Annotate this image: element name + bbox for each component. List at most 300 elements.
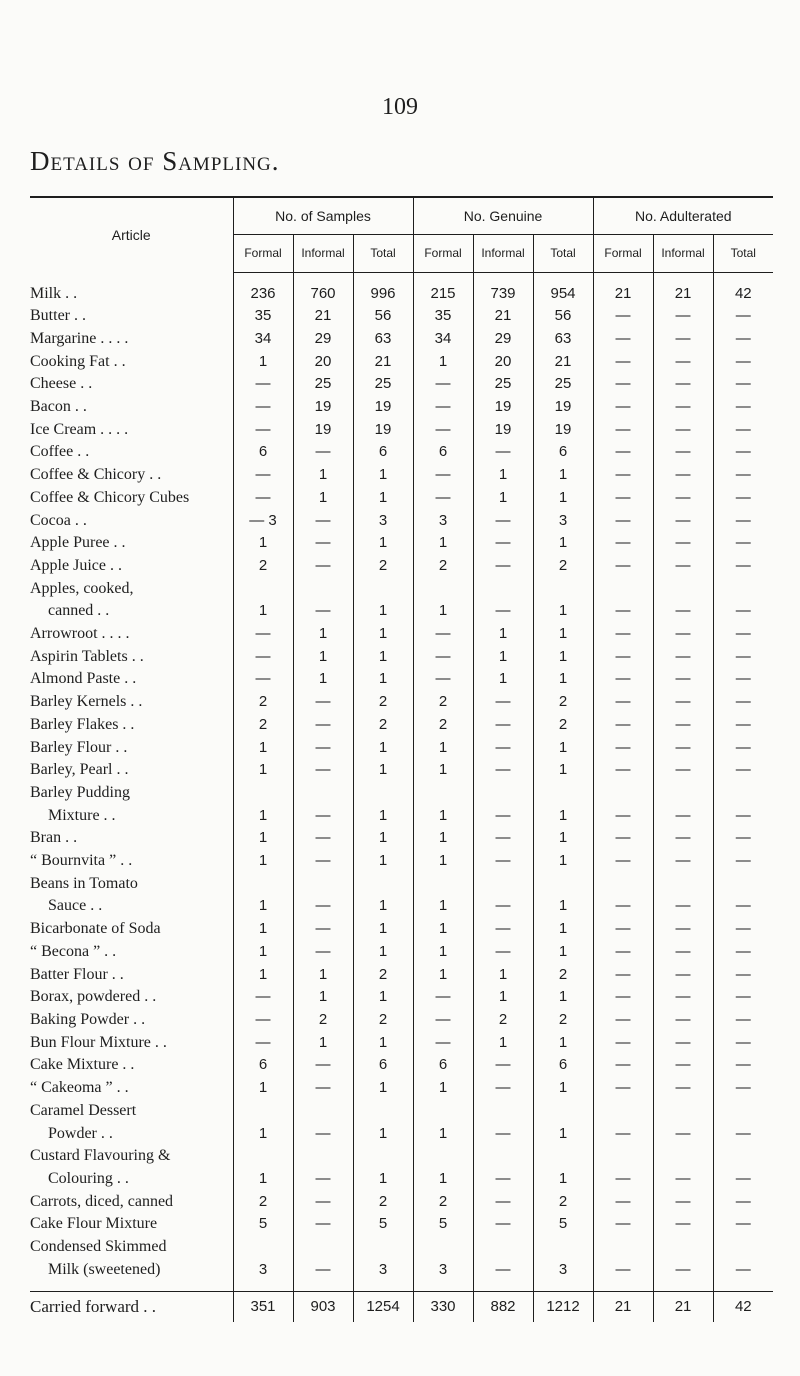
value-cell: 6: [413, 441, 473, 464]
value-cell: 19: [533, 396, 593, 419]
value-cell: —: [593, 600, 653, 623]
value-cell: 1: [353, 532, 413, 555]
value-cell: 56: [353, 305, 413, 328]
article-cell: Milk (sweetened): [48, 1260, 161, 1278]
value-cell: —: [473, 918, 533, 941]
table-row: [30, 1236, 773, 1259]
value-cell: [293, 578, 353, 601]
value-cell: 2: [413, 691, 473, 714]
value-cell: —: [293, 1123, 353, 1146]
table-row: [30, 964, 773, 987]
value-cell: 215: [413, 283, 473, 306]
value-cell: —: [653, 646, 713, 669]
article-cell: Bicarbonate of Soda: [30, 920, 161, 938]
article-cell: Margarine . . . .: [30, 329, 129, 347]
value-cell: —: [293, 850, 353, 873]
value-cell: —: [473, 1123, 533, 1146]
column-header: Total: [533, 235, 593, 272]
value-cell: [473, 1236, 533, 1259]
value-cell: —: [713, 532, 773, 555]
value-cell: 21: [353, 351, 413, 374]
value-cell: —: [473, 441, 533, 464]
value-cell: 1: [533, 1032, 593, 1055]
value-cell: [473, 1100, 533, 1123]
value-cell: 19: [353, 396, 413, 419]
article-cell: Carried forward . .: [30, 1292, 233, 1323]
value-cell: —: [593, 986, 653, 1009]
value-cell: 1: [473, 646, 533, 669]
value-cell: 1: [293, 487, 353, 510]
value-cell: 1: [293, 986, 353, 1009]
article-cell: Cooking Fat . .: [30, 352, 126, 370]
value-cell: —: [653, 1259, 713, 1282]
article-cell: Barley Kernels . .: [30, 693, 143, 711]
value-cell: —: [653, 555, 713, 578]
article-cell: “ Bournvita ” . .: [30, 852, 133, 870]
value-cell: 1: [413, 850, 473, 873]
value-cell: 2: [533, 691, 593, 714]
value-cell: [413, 1100, 473, 1123]
value-cell: 3: [533, 510, 593, 533]
value-cell: 1: [533, 1077, 593, 1100]
value-cell: 6: [233, 441, 293, 464]
value-cell: [533, 578, 593, 601]
value-cell: 1254: [353, 1292, 413, 1323]
value-cell: [533, 1236, 593, 1259]
value-cell: 1: [233, 895, 293, 918]
table-row: [30, 782, 773, 805]
value-cell: 1: [233, 1077, 293, 1100]
value-cell: 1: [353, 827, 413, 850]
value-cell: —: [473, 737, 533, 760]
value-cell: —: [653, 1191, 713, 1214]
column-header: Informal: [293, 235, 353, 272]
value-cell: 1: [233, 1123, 293, 1146]
value-cell: —: [653, 895, 713, 918]
value-cell: —: [293, 600, 353, 623]
value-cell: [293, 1100, 353, 1123]
article-cell: Batter Flour . .: [30, 965, 124, 983]
value-cell: 25: [533, 373, 593, 396]
value-cell: —: [413, 1009, 473, 1032]
value-cell: [353, 578, 413, 601]
value-cell: —: [653, 373, 713, 396]
value-cell: 903: [293, 1292, 353, 1323]
column-header: Formal: [233, 235, 293, 272]
table-row: [30, 714, 773, 737]
value-cell: —: [713, 305, 773, 328]
value-cell: 6: [533, 441, 593, 464]
value-cell: 351: [233, 1292, 293, 1323]
value-cell: 35: [413, 305, 473, 328]
value-cell: [653, 1145, 713, 1168]
value-cell: 330: [413, 1292, 473, 1323]
value-cell: 1: [353, 600, 413, 623]
article-cell: Butter . .: [30, 307, 86, 325]
value-cell: 1: [533, 827, 593, 850]
value-cell: —: [653, 737, 713, 760]
value-cell: [593, 782, 653, 805]
value-cell: [713, 578, 773, 601]
value-cell: —: [653, 1123, 713, 1146]
value-cell: —: [293, 510, 353, 533]
value-cell: 2: [233, 1191, 293, 1214]
table-row: [30, 396, 773, 419]
value-cell: —: [293, 691, 353, 714]
value-cell: 1: [293, 464, 353, 487]
value-cell: 34: [413, 328, 473, 351]
value-cell: —: [473, 532, 533, 555]
value-cell: [233, 1145, 293, 1168]
value-cell: 21: [653, 283, 713, 306]
value-cell: [593, 1145, 653, 1168]
value-cell: [473, 1145, 533, 1168]
value-cell: —: [653, 1213, 713, 1236]
value-cell: 954: [533, 283, 593, 306]
value-cell: —: [593, 441, 653, 464]
value-cell: 3: [353, 510, 413, 533]
value-cell: —: [713, 1032, 773, 1055]
value-cell: —: [593, 1191, 653, 1214]
value-cell: 63: [353, 328, 413, 351]
value-cell: 1: [413, 941, 473, 964]
value-cell: 56: [533, 305, 593, 328]
table-row: [30, 351, 773, 374]
value-cell: 1: [353, 464, 413, 487]
value-cell: 1: [533, 668, 593, 691]
value-cell: [233, 782, 293, 805]
value-cell: —: [473, 555, 533, 578]
value-cell: 5: [233, 1213, 293, 1236]
value-cell: —: [713, 351, 773, 374]
value-cell: [293, 1145, 353, 1168]
table-row: [30, 918, 773, 941]
table-body: [30, 272, 773, 1322]
value-cell: [533, 1100, 593, 1123]
value-cell: 25: [293, 373, 353, 396]
value-cell: 1: [533, 623, 593, 646]
value-cell: 3: [353, 1259, 413, 1282]
value-cell: 1: [533, 600, 593, 623]
value-cell: —: [473, 714, 533, 737]
table-row: [30, 895, 773, 918]
article-cell: Coffee & Chicory . .: [30, 466, 162, 484]
table-row: [30, 578, 773, 601]
value-cell: 1: [293, 668, 353, 691]
value-cell: 1: [233, 941, 293, 964]
value-cell: —: [593, 646, 653, 669]
value-cell: 1: [473, 464, 533, 487]
value-cell: —: [593, 1032, 653, 1055]
value-cell: 1: [293, 1032, 353, 1055]
value-cell: 29: [473, 328, 533, 351]
page-number: 109: [382, 94, 418, 120]
value-cell: 2: [353, 1191, 413, 1214]
value-cell: —: [593, 396, 653, 419]
table-row: [30, 1077, 773, 1100]
value-cell: —: [653, 419, 713, 442]
value-cell: — 3: [233, 510, 293, 533]
value-cell: —: [653, 351, 713, 374]
value-cell: —: [293, 759, 353, 782]
value-cell: —: [713, 759, 773, 782]
value-cell: —: [593, 328, 653, 351]
value-cell: —: [713, 555, 773, 578]
value-cell: 5: [413, 1213, 473, 1236]
value-cell: 1: [353, 986, 413, 1009]
value-cell: 19: [353, 419, 413, 442]
value-cell: 2: [353, 714, 413, 737]
value-cell: 1: [413, 737, 473, 760]
table-row: [30, 827, 773, 850]
value-cell: 19: [533, 419, 593, 442]
article-cell: Coffee & Chicory Cubes: [30, 488, 190, 506]
article-cell: Cheese . .: [30, 375, 93, 393]
value-cell: —: [653, 600, 713, 623]
value-cell: —: [413, 373, 473, 396]
value-cell: —: [713, 714, 773, 737]
value-cell: 1: [233, 351, 293, 374]
value-cell: 2: [533, 555, 593, 578]
value-cell: —: [233, 668, 293, 691]
value-cell: 1: [533, 646, 593, 669]
value-cell: 1: [413, 964, 473, 987]
value-cell: 236: [233, 283, 293, 306]
value-cell: —: [413, 396, 473, 419]
total-row: [30, 1292, 773, 1323]
value-cell: [713, 1100, 773, 1123]
value-cell: —: [713, 918, 773, 941]
value-cell: —: [473, 941, 533, 964]
value-cell: 3: [533, 1259, 593, 1282]
value-cell: —: [713, 623, 773, 646]
value-cell: —: [413, 668, 473, 691]
value-cell: —: [413, 646, 473, 669]
value-cell: [413, 1145, 473, 1168]
value-cell: 1: [473, 986, 533, 1009]
value-cell: 1: [473, 487, 533, 510]
value-cell: —: [653, 964, 713, 987]
value-cell: —: [653, 759, 713, 782]
value-cell: [353, 1145, 413, 1168]
value-cell: 1: [353, 805, 413, 828]
value-cell: —: [653, 986, 713, 1009]
article-cell: Barley Pudding: [30, 783, 130, 801]
value-cell: 1: [473, 668, 533, 691]
value-cell: —: [653, 510, 713, 533]
value-cell: [533, 782, 593, 805]
value-cell: 5: [533, 1213, 593, 1236]
table-row: [30, 1145, 773, 1168]
value-cell: 1: [413, 805, 473, 828]
value-cell: —: [473, 759, 533, 782]
value-cell: 2: [353, 1009, 413, 1032]
value-cell: —: [653, 305, 713, 328]
value-cell: 1: [233, 850, 293, 873]
table-row: [30, 441, 773, 464]
value-cell: 1: [233, 1168, 293, 1191]
value-cell: 19: [293, 419, 353, 442]
table-row: [30, 737, 773, 760]
article-cell: Ice Cream . . . .: [30, 420, 129, 438]
value-cell: —: [593, 510, 653, 533]
value-cell: 1: [233, 759, 293, 782]
value-cell: —: [653, 441, 713, 464]
value-cell: [353, 873, 413, 896]
value-cell: —: [713, 805, 773, 828]
article-cell: Baking Powder . .: [30, 1011, 146, 1028]
value-cell: 1: [353, 1168, 413, 1191]
table-row: [30, 600, 773, 623]
value-cell: 1: [533, 464, 593, 487]
value-cell: —: [293, 1213, 353, 1236]
value-cell: —: [713, 1168, 773, 1191]
value-cell: —: [593, 805, 653, 828]
value-cell: [593, 578, 653, 601]
table-row: [30, 759, 773, 782]
value-cell: 20: [293, 351, 353, 374]
article-cell: Arrowroot . . . .: [30, 625, 130, 643]
value-cell: 2: [353, 555, 413, 578]
value-cell: 1: [533, 487, 593, 510]
value-cell: 5: [353, 1213, 413, 1236]
value-cell: 1: [353, 918, 413, 941]
value-cell: [653, 1236, 713, 1259]
value-cell: —: [713, 986, 773, 1009]
value-cell: —: [593, 918, 653, 941]
article-cell: “ Becona ” . .: [30, 942, 117, 960]
value-cell: —: [233, 419, 293, 442]
value-cell: —: [233, 1009, 293, 1032]
value-cell: 34: [233, 328, 293, 351]
value-cell: 1: [533, 1123, 593, 1146]
value-cell: —: [593, 1077, 653, 1100]
value-cell: 2: [473, 1009, 533, 1032]
article-cell: Apple Juice . .: [30, 556, 122, 574]
value-cell: —: [713, 737, 773, 760]
table-row: [30, 1009, 773, 1032]
value-cell: 1: [233, 827, 293, 850]
article-cell: Condensed Skimmed: [30, 1238, 167, 1256]
table-row: [30, 623, 773, 646]
value-cell: —: [233, 487, 293, 510]
value-cell: —: [233, 396, 293, 419]
value-cell: —: [473, 1168, 533, 1191]
value-cell: —: [593, 895, 653, 918]
value-cell: —: [293, 737, 353, 760]
value-cell: 1: [413, 532, 473, 555]
value-cell: [413, 578, 473, 601]
value-cell: 1212: [533, 1292, 593, 1323]
column-header: Total: [353, 235, 413, 272]
value-cell: —: [233, 373, 293, 396]
value-cell: —: [293, 805, 353, 828]
value-cell: 21: [593, 1292, 653, 1323]
value-cell: 1: [533, 986, 593, 1009]
article-cell: Powder . .: [48, 1124, 113, 1142]
genuine-group-header: No. Genuine: [413, 197, 593, 235]
value-cell: —: [293, 441, 353, 464]
value-cell: [593, 1236, 653, 1259]
table-row: [30, 373, 773, 396]
table-row: [30, 1168, 773, 1191]
value-cell: —: [593, 964, 653, 987]
table-row: [30, 532, 773, 555]
value-cell: —: [593, 759, 653, 782]
value-cell: —: [653, 1077, 713, 1100]
value-cell: [653, 782, 713, 805]
value-cell: 882: [473, 1292, 533, 1323]
value-cell: —: [653, 623, 713, 646]
value-cell: [353, 782, 413, 805]
value-cell: —: [413, 623, 473, 646]
value-cell: 2: [233, 714, 293, 737]
value-cell: [713, 873, 773, 896]
value-cell: —: [713, 691, 773, 714]
value-cell: [353, 1100, 413, 1123]
value-cell: 1: [413, 759, 473, 782]
value-cell: —: [593, 737, 653, 760]
value-cell: —: [413, 986, 473, 1009]
table-row: [30, 1213, 773, 1236]
value-cell: —: [713, 328, 773, 351]
value-cell: 25: [473, 373, 533, 396]
column-header: Informal: [473, 235, 533, 272]
value-cell: —: [653, 805, 713, 828]
value-cell: —: [593, 1168, 653, 1191]
value-cell: 2: [233, 691, 293, 714]
value-cell: —: [593, 827, 653, 850]
value-cell: —: [233, 986, 293, 1009]
value-cell: 3: [233, 1259, 293, 1282]
value-cell: 1: [353, 623, 413, 646]
value-cell: 1: [413, 918, 473, 941]
value-cell: —: [293, 941, 353, 964]
value-cell: 1: [413, 600, 473, 623]
adulterated-group-header: No. Adulterated: [593, 197, 773, 235]
value-cell: [713, 782, 773, 805]
value-cell: 21: [293, 305, 353, 328]
value-cell: —: [593, 464, 653, 487]
table-row: [30, 305, 773, 328]
value-cell: —: [593, 1009, 653, 1032]
value-cell: [233, 873, 293, 896]
value-cell: —: [473, 805, 533, 828]
value-cell: [293, 1236, 353, 1259]
value-cell: 1: [353, 1032, 413, 1055]
value-cell: —: [593, 623, 653, 646]
value-cell: 2: [533, 714, 593, 737]
value-cell: 2: [533, 964, 593, 987]
value-cell: —: [593, 1123, 653, 1146]
value-cell: —: [653, 464, 713, 487]
value-cell: 1: [233, 805, 293, 828]
value-cell: —: [593, 941, 653, 964]
value-cell: —: [413, 419, 473, 442]
column-header: Informal: [653, 235, 713, 272]
value-cell: [293, 782, 353, 805]
value-cell: 21: [473, 305, 533, 328]
value-cell: 42: [713, 283, 773, 306]
value-cell: 6: [353, 441, 413, 464]
table-row: [30, 283, 773, 306]
value-cell: 1: [533, 941, 593, 964]
table-row: [30, 941, 773, 964]
table-row: [30, 1123, 773, 1146]
value-cell: 29: [293, 328, 353, 351]
value-cell: 1: [293, 964, 353, 987]
value-cell: —: [593, 1259, 653, 1282]
